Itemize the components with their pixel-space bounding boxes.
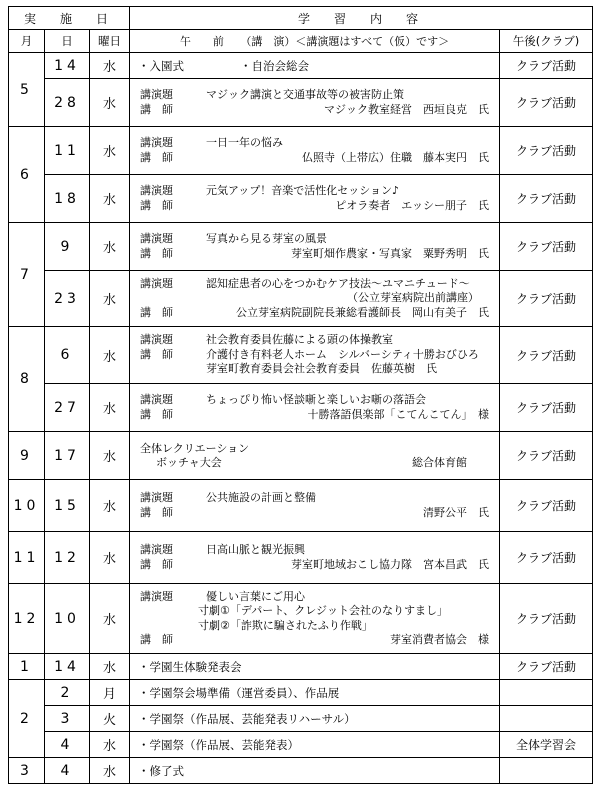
event-text: ・入園式 xyxy=(138,58,185,73)
header-weekday: 曜日 xyxy=(90,30,130,53)
content-cell xyxy=(130,384,500,432)
weekday-cell: 水 xyxy=(90,584,130,654)
topic-text: 一日一年の悩み xyxy=(206,136,284,149)
afternoon-cell: クラブ活動 xyxy=(500,271,593,327)
header-content: 学 習 内 容 xyxy=(130,7,593,30)
weekday-cell: 水 xyxy=(90,532,130,584)
afternoon-cell xyxy=(500,758,593,784)
day-cell: 3 xyxy=(45,706,90,732)
topic-text: 写真から見る芽室の風景 xyxy=(206,232,328,245)
topic-label: 講演題 xyxy=(140,184,174,197)
lecturer-text: 介護付き有料老人ホーム シルバーシティ十勝おびひろ xyxy=(206,347,479,361)
month-cell: 2 xyxy=(9,680,45,758)
topic-subtitle: （公立芽室病院出前講座） xyxy=(347,291,480,305)
weekday-cell: 火 xyxy=(90,706,130,732)
afternoon-cell: クラブ活動 xyxy=(500,480,593,532)
lecturer-label: 講 師 xyxy=(140,347,174,361)
day-cell: 23 xyxy=(45,271,90,327)
event-place: 総合体育館 xyxy=(412,455,468,469)
table-row xyxy=(9,271,593,327)
header-month: 月 xyxy=(9,30,45,53)
month-cell: 10 xyxy=(9,480,45,532)
header-afternoon: 午後(クラブ) xyxy=(500,30,593,53)
afternoon-cell: クラブ活動 xyxy=(500,584,593,654)
afternoon-cell xyxy=(500,706,593,732)
weekday-cell: 水 xyxy=(90,480,130,532)
table-row xyxy=(9,432,593,480)
lecturer-label: 講 師 xyxy=(140,407,174,421)
topic-label: 講演題 xyxy=(140,136,174,149)
day-cell: 10 xyxy=(45,584,90,654)
schedule-document xyxy=(8,6,592,784)
event-title: 全体レクリエーション xyxy=(140,441,250,455)
lecturer-text: ピオラ奏者 エッシー朋子 氏 xyxy=(335,198,490,212)
afternoon-cell: クラブ活動 xyxy=(500,384,593,432)
table-row xyxy=(9,584,593,654)
month-cell: 1 xyxy=(9,654,45,680)
topic-text: 認知症患者の心をつかむケア技法～ユマニチュード～ xyxy=(206,276,470,290)
content-cell xyxy=(130,432,500,480)
month-cell: 11 xyxy=(9,532,45,584)
afternoon-cell: クラブ活動 xyxy=(500,327,593,384)
table-row xyxy=(9,732,593,758)
afternoon-cell: クラブ活動 xyxy=(500,654,593,680)
month-cell: 6 xyxy=(9,127,45,223)
day-cell: 11 xyxy=(45,127,90,175)
topic-text: マジック講演と交通事故等の被害防止策 xyxy=(206,88,405,101)
lecturer-label: 講 師 xyxy=(140,150,174,164)
content-cell xyxy=(130,480,500,532)
afternoon-cell: クラブ活動 xyxy=(500,127,593,175)
topic-text: 日高山脈と観光振興 xyxy=(206,543,306,556)
content-cell xyxy=(130,584,500,654)
weekday-cell: 水 xyxy=(90,53,130,79)
lecturer-label: 講 師 xyxy=(140,633,174,646)
table-row xyxy=(9,175,593,223)
skit-text: 寸劇②「詐欺に騙されたふり作戦」 xyxy=(198,618,373,632)
table-row xyxy=(9,532,593,584)
lecturer-text: 芽室町地域おこし協力隊 宮本昌武 氏 xyxy=(291,557,490,571)
content-cell xyxy=(130,732,500,758)
afternoon-cell: 全体学習会 xyxy=(500,732,593,758)
weekday-cell: 水 xyxy=(90,654,130,680)
content-cell xyxy=(130,79,500,127)
event-text: ・学園祭（作品展、芸能発表） xyxy=(138,737,300,752)
header-row-2 xyxy=(9,30,593,53)
schedule-table xyxy=(8,6,593,784)
lecturer-label: 講 師 xyxy=(140,557,174,571)
afternoon-cell: クラブ活動 xyxy=(500,53,593,79)
lecturer-text: 仏照寺（上帯広）住職 藤本実円 氏 xyxy=(302,150,490,164)
month-cell: 12 xyxy=(9,584,45,654)
lecturer-text: 公立芽室病院副院長兼総看護師長 岡山有美子 氏 xyxy=(236,305,490,319)
topic-label: 講演題 xyxy=(140,393,174,406)
month-cell: 9 xyxy=(9,432,45,480)
content-cell xyxy=(130,758,500,784)
day-cell: 14 xyxy=(45,654,90,680)
lecturer-text: 芽室町教育委員会社会教育委員 佐藤英樹 氏 xyxy=(206,362,438,376)
event-text: ・修了式 xyxy=(138,763,185,778)
day-cell: 12 xyxy=(45,532,90,584)
table-row xyxy=(9,680,593,706)
afternoon-cell: クラブ活動 xyxy=(500,175,593,223)
table-row xyxy=(9,384,593,432)
event-subtitle: ボッチャ大会 xyxy=(156,455,222,469)
weekday-cell: 水 xyxy=(90,758,130,784)
table-row xyxy=(9,327,593,384)
lecturer-label: 講 師 xyxy=(140,246,174,260)
lecturer-text: 芽室消費者協会 様 xyxy=(390,633,490,646)
table-row xyxy=(9,127,593,175)
topic-text: 優しい言葉にご用心 xyxy=(206,589,306,603)
event-text: ・学園祭会場準備（運営委員）、作品展 xyxy=(138,685,340,700)
weekday-cell: 水 xyxy=(90,223,130,271)
day-cell: 17 xyxy=(45,432,90,480)
table-row xyxy=(9,223,593,271)
lecturer-text: 十勝落語倶楽部「こてんこてん」 様 xyxy=(307,407,490,421)
lecturer-label: 講 師 xyxy=(140,102,174,116)
topic-label: 講演題 xyxy=(140,276,174,290)
afternoon-cell: クラブ活動 xyxy=(500,79,593,127)
header-morning: 午 前 （講 演）＜講演題はすべて（仮）です＞ xyxy=(130,30,500,53)
header-day: 日 xyxy=(45,30,90,53)
afternoon-cell: クラブ活動 xyxy=(500,532,593,584)
topic-label: 講演題 xyxy=(140,491,174,504)
weekday-cell: 水 xyxy=(90,432,130,480)
topic-text: 公共施設の計画と整備 xyxy=(206,491,317,504)
table-row xyxy=(9,480,593,532)
topic-label: 講演題 xyxy=(140,543,174,556)
weekday-cell: 水 xyxy=(90,175,130,223)
day-cell: 2 xyxy=(45,680,90,706)
weekday-cell: 水 xyxy=(90,732,130,758)
weekday-cell: 水 xyxy=(90,384,130,432)
topic-text: ちょっぴり怖い怪談噺と楽しいお噺の落語会 xyxy=(206,393,427,406)
afternoon-cell xyxy=(500,680,593,706)
lecturer-text: 清野公平 氏 xyxy=(423,505,490,519)
day-cell: 27 xyxy=(45,384,90,432)
lecturer-label: 講 師 xyxy=(140,198,174,212)
content-cell xyxy=(130,223,500,271)
event-text: ・学園祭（作品展、芸能発表リハーサル） xyxy=(138,711,356,726)
content-cell xyxy=(130,654,500,680)
day-cell: 9 xyxy=(45,223,90,271)
topic-text: 社会教育委員佐藤による頭の体操教室 xyxy=(206,333,394,347)
content-cell xyxy=(130,175,500,223)
weekday-cell: 水 xyxy=(90,79,130,127)
lecturer-text: マジック教室経営 西垣良克 氏 xyxy=(324,102,490,116)
afternoon-cell: クラブ活動 xyxy=(500,223,593,271)
topic-label: 講演題 xyxy=(140,333,174,347)
table-row xyxy=(9,706,593,732)
content-cell xyxy=(130,532,500,584)
day-cell: 15 xyxy=(45,480,90,532)
content-cell xyxy=(130,271,500,327)
skit-text: 寸劇①「デパート、クレジット会社のなりすまし」 xyxy=(198,604,448,617)
table-row xyxy=(9,654,593,680)
day-cell: 4 xyxy=(45,758,90,784)
header-period: 実 施 日 xyxy=(9,7,130,30)
day-cell: 4 xyxy=(45,732,90,758)
afternoon-cell: クラブ活動 xyxy=(500,432,593,480)
weekday-cell: 水 xyxy=(90,327,130,384)
content-cell xyxy=(130,680,500,706)
event-text: ・自治会総会 xyxy=(240,58,310,73)
month-cell: 8 xyxy=(9,327,45,432)
topic-text: 元気アップ！音楽で活性化セッション♪ xyxy=(206,184,400,197)
day-cell: 18 xyxy=(45,175,90,223)
month-cell: 5 xyxy=(9,53,45,127)
day-cell: 28 xyxy=(45,79,90,127)
day-cell: 6 xyxy=(45,327,90,384)
topic-label: 講演題 xyxy=(140,232,174,245)
lecturer-text: 芽室町畑作農家・写真家 粟野秀明 氏 xyxy=(291,246,490,260)
month-cell: 7 xyxy=(9,223,45,327)
lecturer-label: 講 師 xyxy=(140,305,174,319)
month-cell: 3 xyxy=(9,758,45,784)
content-cell xyxy=(130,327,500,384)
event-text: ・学園生体験発表会 xyxy=(138,659,242,674)
header-row-1 xyxy=(9,7,593,30)
content-cell xyxy=(130,53,500,79)
weekday-cell: 水 xyxy=(90,127,130,175)
topic-label: 講演題 xyxy=(140,589,174,603)
table-row xyxy=(9,53,593,79)
lecturer-label: 講 師 xyxy=(140,505,174,519)
content-cell xyxy=(130,706,500,732)
weekday-cell: 月 xyxy=(90,680,130,706)
weekday-cell: 水 xyxy=(90,271,130,327)
table-row xyxy=(9,758,593,784)
content-cell xyxy=(130,127,500,175)
topic-label: 講演題 xyxy=(140,88,174,101)
day-cell: 14 xyxy=(45,53,90,79)
table-row xyxy=(9,79,593,127)
